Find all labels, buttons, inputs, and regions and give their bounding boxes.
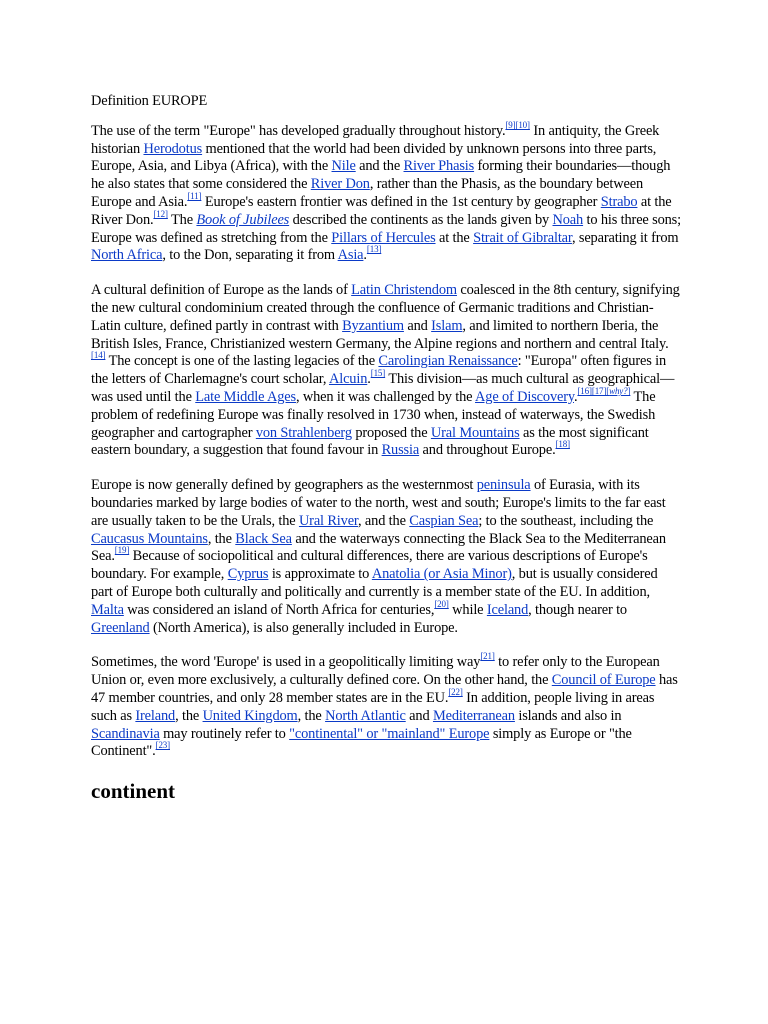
link-north-atlantic[interactable]: North Atlantic [325, 707, 406, 724]
citation [156, 740, 170, 750]
text-run: may routinely refer to [159, 725, 290, 742]
text-run: , and limited to northern Iberia, the British Isles, France, Christianized western Germany, the Alpine regions and northern and central Italy. [91, 317, 669, 352]
text-run: to his three sons; Europe was defined as stretching from the [91, 211, 681, 246]
citation-link[interactable]: [23] [155, 740, 170, 751]
link-greenland[interactable]: Greenland [91, 619, 150, 636]
article-body [91, 93, 681, 804]
citation-note [609, 386, 627, 396]
citation [371, 368, 385, 378]
citation-link[interactable]: [21] [480, 651, 495, 662]
link-ural-river[interactable]: Ural River [298, 512, 359, 529]
link-black-sea[interactable]: Black Sea [235, 530, 292, 547]
text-run: The use of the term "Europe" has developed gradually throughout history. [91, 122, 506, 139]
text-run: . [367, 371, 371, 388]
link-russia[interactable]: Russia [381, 442, 420, 459]
link-malta[interactable]: Malta [91, 601, 124, 618]
text-run: and [403, 317, 432, 334]
citation-link[interactable]: [20] [434, 598, 449, 609]
text-run: coalesced in the 8th century, signifying the new cultural condominium created through the confluence of Germanic traditions and Christian-Latin culture, defined partly in contrast with [91, 282, 680, 334]
link-asia[interactable]: Asia [337, 247, 364, 264]
text-run: to refer only to the European Union or, even more exclusively, a culturally defined core. On the other hand, the [91, 654, 660, 689]
citation-link[interactable]: [22] [448, 686, 463, 697]
link-caspian-sea[interactable]: Caspian Sea [409, 512, 479, 529]
text-run: , the [207, 530, 236, 547]
link-ireland[interactable]: Ireland [135, 707, 176, 724]
link-alcuin[interactable]: Alcuin [328, 371, 368, 388]
link-river-don[interactable]: River Don [310, 176, 370, 193]
link-mediterranean[interactable]: Mediterranean [432, 707, 515, 724]
text-run: of Eurasia, with its boundaries marked by large bodies of water to the north, west and south; Europe's limits to the far east are usually taken to be the Urals, the [91, 477, 666, 529]
text-run: In antiquity, the Greek historian [91, 122, 660, 157]
citation [115, 545, 129, 555]
paragraph-geopolitical-usage [91, 651, 681, 761]
link-ural-mountains[interactable]: Ural Mountains [430, 424, 520, 441]
text-run: at the [435, 229, 474, 246]
citation-link[interactable]: [11] [187, 190, 202, 201]
text-run: islands and also in [514, 707, 622, 724]
text-run: . [363, 247, 367, 264]
citation [505, 120, 529, 130]
citation [556, 439, 570, 449]
link-age-of-discovery[interactable]: Age of Discovery [475, 388, 574, 405]
link-herodotus[interactable]: Herodotus [143, 140, 203, 157]
citation [187, 191, 201, 201]
text-run: was considered an island of North Africa for centuries, [123, 601, 435, 618]
text-run: This division—as much cultural as geographical—was used until the [91, 371, 675, 405]
text-run: : "Europa" often figures in the letters of Charlemagne's court scholar, [91, 353, 667, 388]
text-run: , to the Don, separating it from [162, 247, 338, 264]
link-islam[interactable]: Islam [431, 317, 463, 334]
text-run: is approximate to [268, 566, 372, 583]
text-run: , and the [358, 512, 410, 529]
text-run: and [405, 707, 433, 724]
text-run: ; to the southeast, including the [478, 512, 654, 529]
link-united-kingdom[interactable]: United Kingdom [202, 707, 298, 724]
text-run: (North America), is also generally included in Europe. [149, 619, 458, 636]
text-run: mentioned that the world had been divided by unknown persons into three parts, Europe, Asia, and Libya (Africa), with the [91, 140, 657, 175]
text-run: as the most significant eastern boundary, a suggestion that found favour in [91, 424, 649, 459]
text-run: The [167, 211, 197, 228]
link-late-middle-ages[interactable]: Late Middle Ages [195, 388, 296, 405]
link-cyprus[interactable]: Cyprus [227, 566, 269, 583]
text-run: , when it was challenged by the [295, 388, 476, 405]
link-continental-or-mainland-europe[interactable]: "continental" or "mainland" Europe [289, 725, 490, 742]
text-run: Europe's eastern frontier was defined in the 1st century by geographer [201, 193, 601, 210]
link-scandinavia[interactable]: Scandinavia [91, 725, 160, 742]
link-von-strahlenberg[interactable]: von Strahlenberg [255, 424, 352, 441]
paragraph-cultural-definition [91, 282, 681, 460]
citation [434, 599, 448, 609]
text-run: . [574, 388, 578, 405]
citation-link[interactable]: [13] [366, 244, 382, 255]
link-pillars-of-hercules[interactable]: Pillars of Hercules [331, 229, 436, 246]
text-run: The concept is one of the lasting legacies of the [105, 353, 379, 370]
text-run: , the [175, 707, 203, 724]
paragraph-geographic-definition [91, 477, 681, 637]
link-strabo[interactable]: Strabo [600, 193, 638, 210]
text-run: Because of sociopolitical and cultural differences, there are various descriptions of Europe's boundary. For example, [91, 548, 648, 583]
citation [91, 350, 105, 360]
citation-link[interactable]: [14] [91, 350, 106, 361]
link-caucasus-mountains[interactable]: Caucasus Mountains [91, 530, 208, 547]
citation-link[interactable]: ] [627, 385, 631, 396]
paragraph-term-history [91, 119, 681, 265]
text-run: proposed the [351, 424, 431, 441]
text-run: and the waterways connecting the Black Sea to the Mediterranean Sea. [91, 530, 666, 565]
link-byzantium[interactable]: Byzantium [342, 317, 404, 334]
citation-link[interactable]: [9][10] [505, 119, 530, 130]
link-strait-of-gibraltar[interactable]: Strait of Gibraltar [473, 229, 572, 246]
document-title: Definition EUROPE [91, 93, 208, 109]
citation [448, 687, 462, 697]
citation-link[interactable]: [18] [555, 439, 570, 450]
text-run: and throughout Europe. [419, 442, 556, 459]
text-run: simply as Europe or "the Continent". [91, 725, 632, 760]
link-anatolia-or-asia-minor[interactable]: Anatolia (or Asia Minor) [371, 566, 512, 583]
citation-link[interactable]: [19] [114, 545, 130, 556]
citation-link[interactable]: [16][17][ [577, 385, 610, 396]
text-run: Sometimes, the word 'Europe' is used in a geopolitically limiting way [91, 654, 481, 671]
citation [480, 651, 494, 661]
link-river-phasis[interactable]: River Phasis [403, 158, 475, 175]
citation [367, 244, 381, 254]
text-run: , rather than the Phasis, as the boundary between Europe and Asia. [91, 176, 643, 210]
text-run: and the [355, 158, 404, 175]
text-run: A cultural definition of Europe as the lands of [91, 282, 352, 299]
citation-link[interactable]: [12] [153, 208, 168, 219]
link-council-of-europe[interactable]: Council of Europe [551, 672, 656, 689]
citation [577, 386, 609, 396]
text-run: while [448, 601, 487, 618]
link-iceland[interactable]: Iceland [486, 601, 529, 618]
link-north-africa[interactable]: North Africa [91, 247, 163, 264]
link-nile[interactable]: Nile [331, 158, 356, 175]
text-run: has 47 member countries, and only 28 member states are in the EU. [91, 672, 678, 706]
text-run: , the [297, 707, 326, 724]
text-run: forming their boundaries—though he also states that some considered the [91, 158, 671, 193]
text-run: at the River Don. [91, 193, 672, 228]
text-run: described the continents as the lands given by [289, 211, 553, 228]
section-heading-continent: continent [91, 779, 175, 804]
text-run: , though nearer to [528, 601, 627, 618]
link-carolingian-renaissance[interactable]: Carolingian Renaissance [378, 353, 518, 370]
citation-why-link[interactable]: why? [609, 385, 628, 396]
link-latin-christendom[interactable]: Latin Christendom [351, 282, 457, 299]
text-run: Europe is now generally defined by geographers as the westernmost [91, 477, 477, 494]
text-run: , but is usually considered part of Europe both culturally and politically and currently is a member state of the EU. In addition, [91, 566, 658, 600]
text-run: The problem of redefining Europe was finally resolved in 1730 when, instead of waterways, the Swedish geographer and cartographer [91, 388, 656, 441]
link-book-of-jubilees[interactable]: Book of Jubilees [196, 211, 290, 228]
link-noah[interactable]: Noah [552, 211, 584, 228]
citation [153, 209, 167, 219]
citation-link[interactable]: [15] [370, 368, 386, 379]
text-run: In addition, people living in areas such as [91, 689, 655, 724]
link-peninsula[interactable]: peninsula [476, 477, 531, 494]
text-run: , separating it from [571, 229, 679, 246]
